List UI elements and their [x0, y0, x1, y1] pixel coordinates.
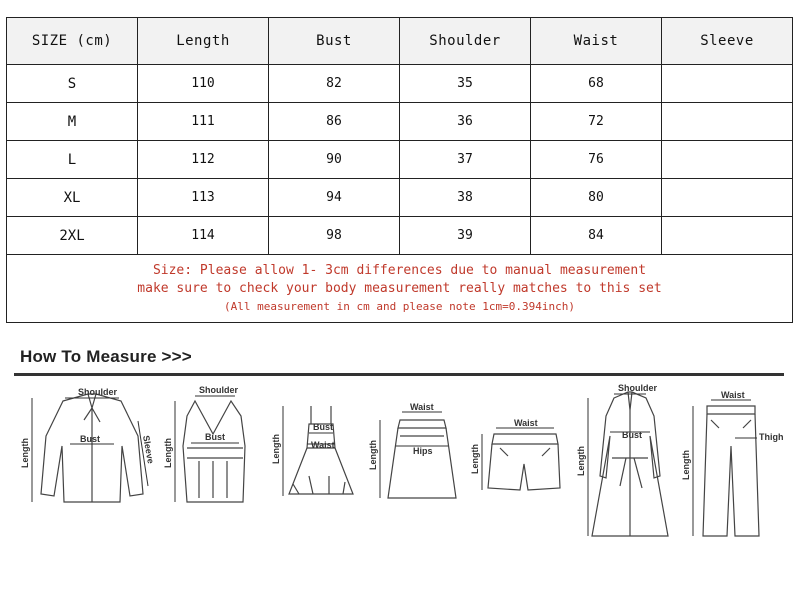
note-row — [7, 255, 793, 323]
trousers-figure — [683, 376, 788, 546]
header-shoulder: Shoulder — [400, 18, 531, 65]
blouse-illustration — [18, 376, 163, 516]
size-cell: 2XL — [7, 217, 138, 255]
coat-shoulder-label: Shoulder — [618, 383, 658, 393]
length-cell: 114 — [138, 217, 269, 255]
length-cell: 113 — [138, 179, 269, 217]
note-line-2: make sure to check your body measurement really matches to this set — [137, 280, 662, 296]
blouse-sleeve-label: Sleeve — [141, 434, 156, 465]
table-row — [7, 103, 793, 141]
length-cell: 110 — [138, 65, 269, 103]
dress-figure — [273, 376, 363, 516]
dress-bust-label: Bust — [313, 422, 333, 432]
header-length: Length — [138, 18, 269, 65]
sleeve-cell — [662, 141, 793, 179]
dress-illustration — [273, 376, 363, 516]
header-size: SIZE (cm) — [7, 18, 138, 65]
waist-cell: 68 — [531, 65, 662, 103]
trousers-illustration — [683, 376, 788, 546]
dress-waist-label: Waist — [311, 440, 335, 450]
note-line-3: (All measurement in cm and please note 1cm=0.394inch) — [224, 299, 575, 313]
table-row — [7, 217, 793, 255]
sleeve-cell — [662, 103, 793, 141]
size-cell: XL — [7, 179, 138, 217]
shorts-figure — [472, 376, 572, 516]
measurement-note — [7, 255, 793, 323]
waist-cell: 80 — [531, 179, 662, 217]
skirt-hips-label: Hips — [413, 446, 433, 456]
skirt-waist-label: Waist — [410, 402, 434, 412]
shorts-length-label: Length — [470, 444, 480, 474]
coat-length-label: Length — [576, 446, 586, 476]
table-header-row — [7, 18, 793, 65]
skirt-illustration — [370, 376, 470, 516]
size-cell: S — [7, 65, 138, 103]
dress-length-label: Length — [271, 434, 281, 464]
shoulder-cell: 39 — [400, 217, 531, 255]
tank-bust-label: Bust — [205, 432, 225, 442]
waist-cell: 76 — [531, 141, 662, 179]
length-cell: 112 — [138, 141, 269, 179]
size-chart-table — [6, 17, 793, 323]
shoulder-cell: 37 — [400, 141, 531, 179]
tank-top-figure — [165, 376, 265, 516]
trousers-thigh-label: Thigh — [759, 432, 784, 442]
coat-bust-label: Bust — [622, 430, 642, 440]
bust-cell: 94 — [269, 179, 400, 217]
length-cell: 111 — [138, 103, 269, 141]
bust-cell: 82 — [269, 65, 400, 103]
tank-top-illustration — [165, 376, 265, 516]
how-to-measure-title: How To Measure >>> — [20, 347, 192, 366]
blouse-bust-label: Bust — [80, 434, 100, 444]
header-waist: Waist — [531, 18, 662, 65]
table-row — [7, 141, 793, 179]
blouse-shoulder-label: Shoulder — [78, 387, 118, 397]
shorts-illustration — [472, 376, 572, 516]
note-line-1: Size: Please allow 1- 3cm differences due to manual measurement — [152, 262, 647, 278]
shoulder-cell: 36 — [400, 103, 531, 141]
sleeve-cell — [662, 65, 793, 103]
tank-length-label: Length — [163, 438, 173, 468]
waist-cell: 72 — [531, 103, 662, 141]
waist-cell: 84 — [531, 217, 662, 255]
coat-figure — [576, 376, 680, 546]
tank-shoulder-label: Shoulder — [199, 385, 239, 395]
skirt-length-label: Length — [368, 440, 378, 470]
table-row — [7, 65, 793, 103]
blouse-figure — [18, 376, 163, 516]
bust-cell: 86 — [269, 103, 400, 141]
sleeve-cell — [662, 179, 793, 217]
trousers-length-label: Length — [681, 450, 691, 480]
header-sleeve: Sleeve — [662, 18, 793, 65]
coat-illustration — [576, 376, 680, 546]
size-cell: L — [7, 141, 138, 179]
table-row — [7, 179, 793, 217]
skirt-figure — [370, 376, 470, 516]
size-cell: M — [7, 103, 138, 141]
shoulder-cell: 35 — [400, 65, 531, 103]
header-bust: Bust — [269, 18, 400, 65]
bust-cell: 98 — [269, 217, 400, 255]
measurement-figures — [0, 376, 800, 546]
sleeve-cell — [662, 217, 793, 255]
shoulder-cell: 38 — [400, 179, 531, 217]
bust-cell: 90 — [269, 141, 400, 179]
trousers-waist-label: Waist — [721, 390, 745, 400]
shorts-waist-label: Waist — [514, 418, 538, 428]
blouse-length-label: Length — [20, 438, 30, 468]
